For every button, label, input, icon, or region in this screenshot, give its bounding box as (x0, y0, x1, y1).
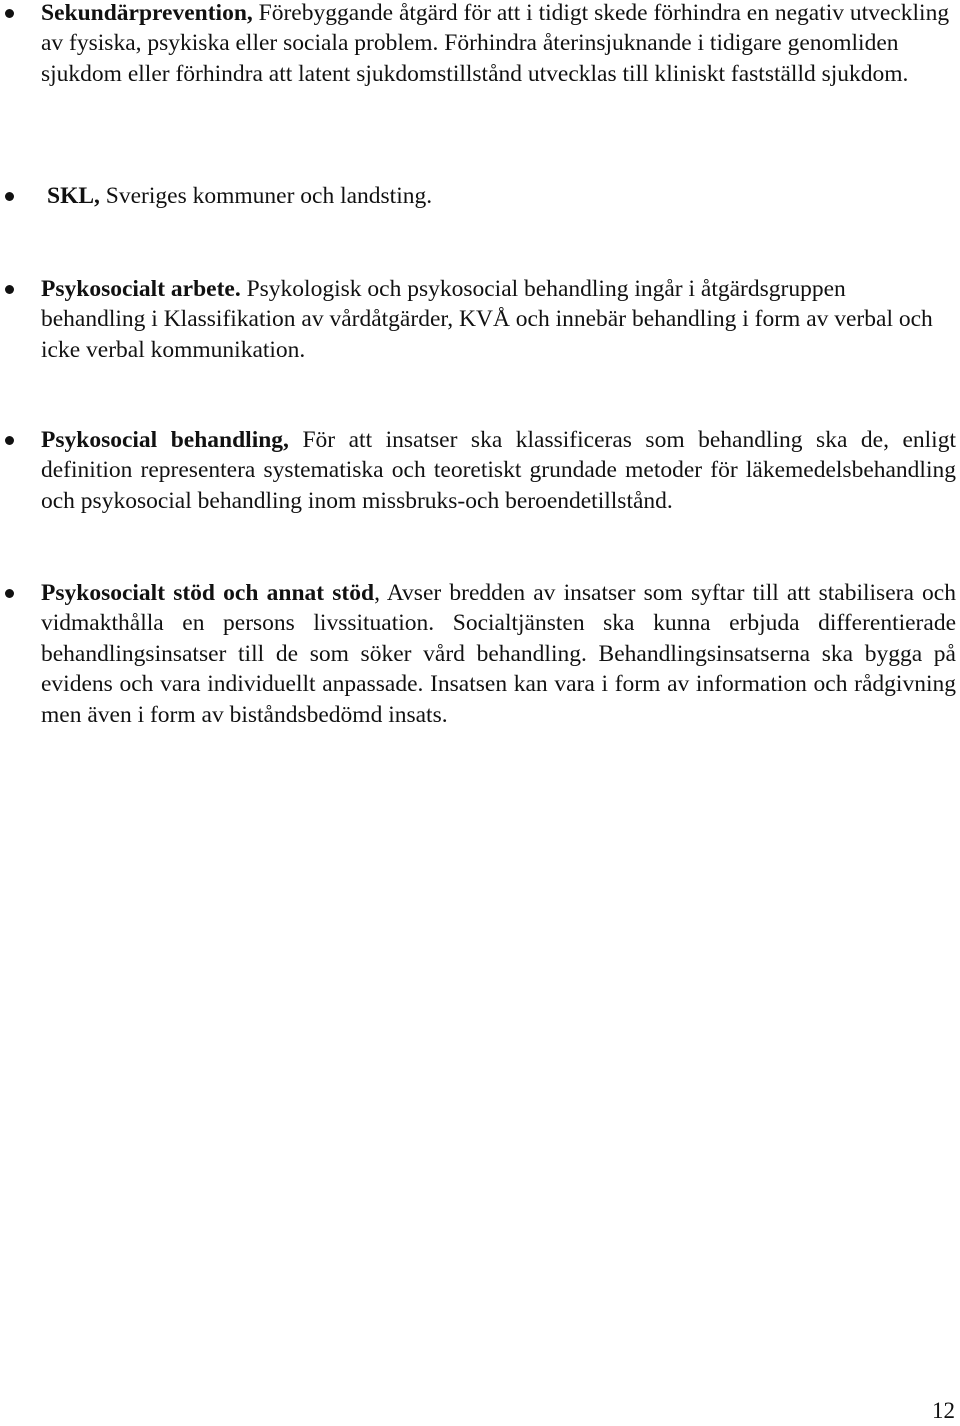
definition-text: Psykologisk och psykosocial behandling ingår i åtgärdsgruppen behandling i Klassifikation av vårdåtgärder, KVÅ och innebär behandling i form av verbal och icke verbal kommunikation. (41, 276, 933, 363)
definition-term: Psykosocialt arbete. (41, 276, 241, 302)
definition-item-psykosocialt-stod (41, 578, 956, 730)
definition-item-skl (47, 181, 960, 211)
bullet-icon (5, 285, 14, 294)
bullet-icon (5, 9, 14, 18)
definition-paragraph (41, 0, 956, 89)
bullet-icon (5, 192, 14, 201)
definition-paragraph (41, 578, 956, 730)
definition-text: För att insatser ska klassificeras som behandling ska de, enligt definition representera systematiska och teoretiskt grundade metoder för läkemedelsbehandling och psykosocial behandling inom missbruks-och beroendetillstånd. (41, 427, 956, 514)
bullet-icon (5, 436, 14, 445)
definition-item-psykosocial-behandling (41, 425, 956, 516)
page-number: 12 (932, 1398, 955, 1423)
definition-paragraph (47, 181, 960, 211)
definition-item-sekundarprevention (41, 0, 956, 89)
definition-paragraph (41, 425, 956, 516)
definition-term: Sekundärprevention, (41, 0, 253, 26)
definition-term: Psykosocialt stöd och annat stöd (41, 580, 375, 606)
definition-item-psykosocialt-arbete (41, 274, 956, 365)
definition-term: SKL, (47, 183, 100, 209)
definition-paragraph (41, 274, 956, 365)
bullet-icon (5, 589, 14, 598)
definition-term: Psykosocial behandling, (41, 427, 289, 453)
definition-text: Förebyggande åtgärd för att i tidigt skede förhindra en negativ utveckling av fysiska, psykiska eller sociala problem. Förhindra återinsjuknande i tidigare genomliden sjukdom eller förhindra att latent sjukdomstillstånd utvecklas till kliniskt fastställd sjukdom. (41, 0, 950, 87)
definition-text: , Avser bredden av insatser som syftar till att stabilisera och vidmakthålla en persons livssituation. Socialtjänsten ska kunna erbjuda differentierade behandlingsinsatser till de som söker vård behandling. Behandlingsinsatserna ska bygga på evidens och vara individuellt anpassade. Insatsen kan vara i form av information och rådgivning men även i form av biståndsbedömd insats. (41, 580, 956, 728)
definition-text: Sveriges kommuner och landsting. (99, 183, 433, 209)
